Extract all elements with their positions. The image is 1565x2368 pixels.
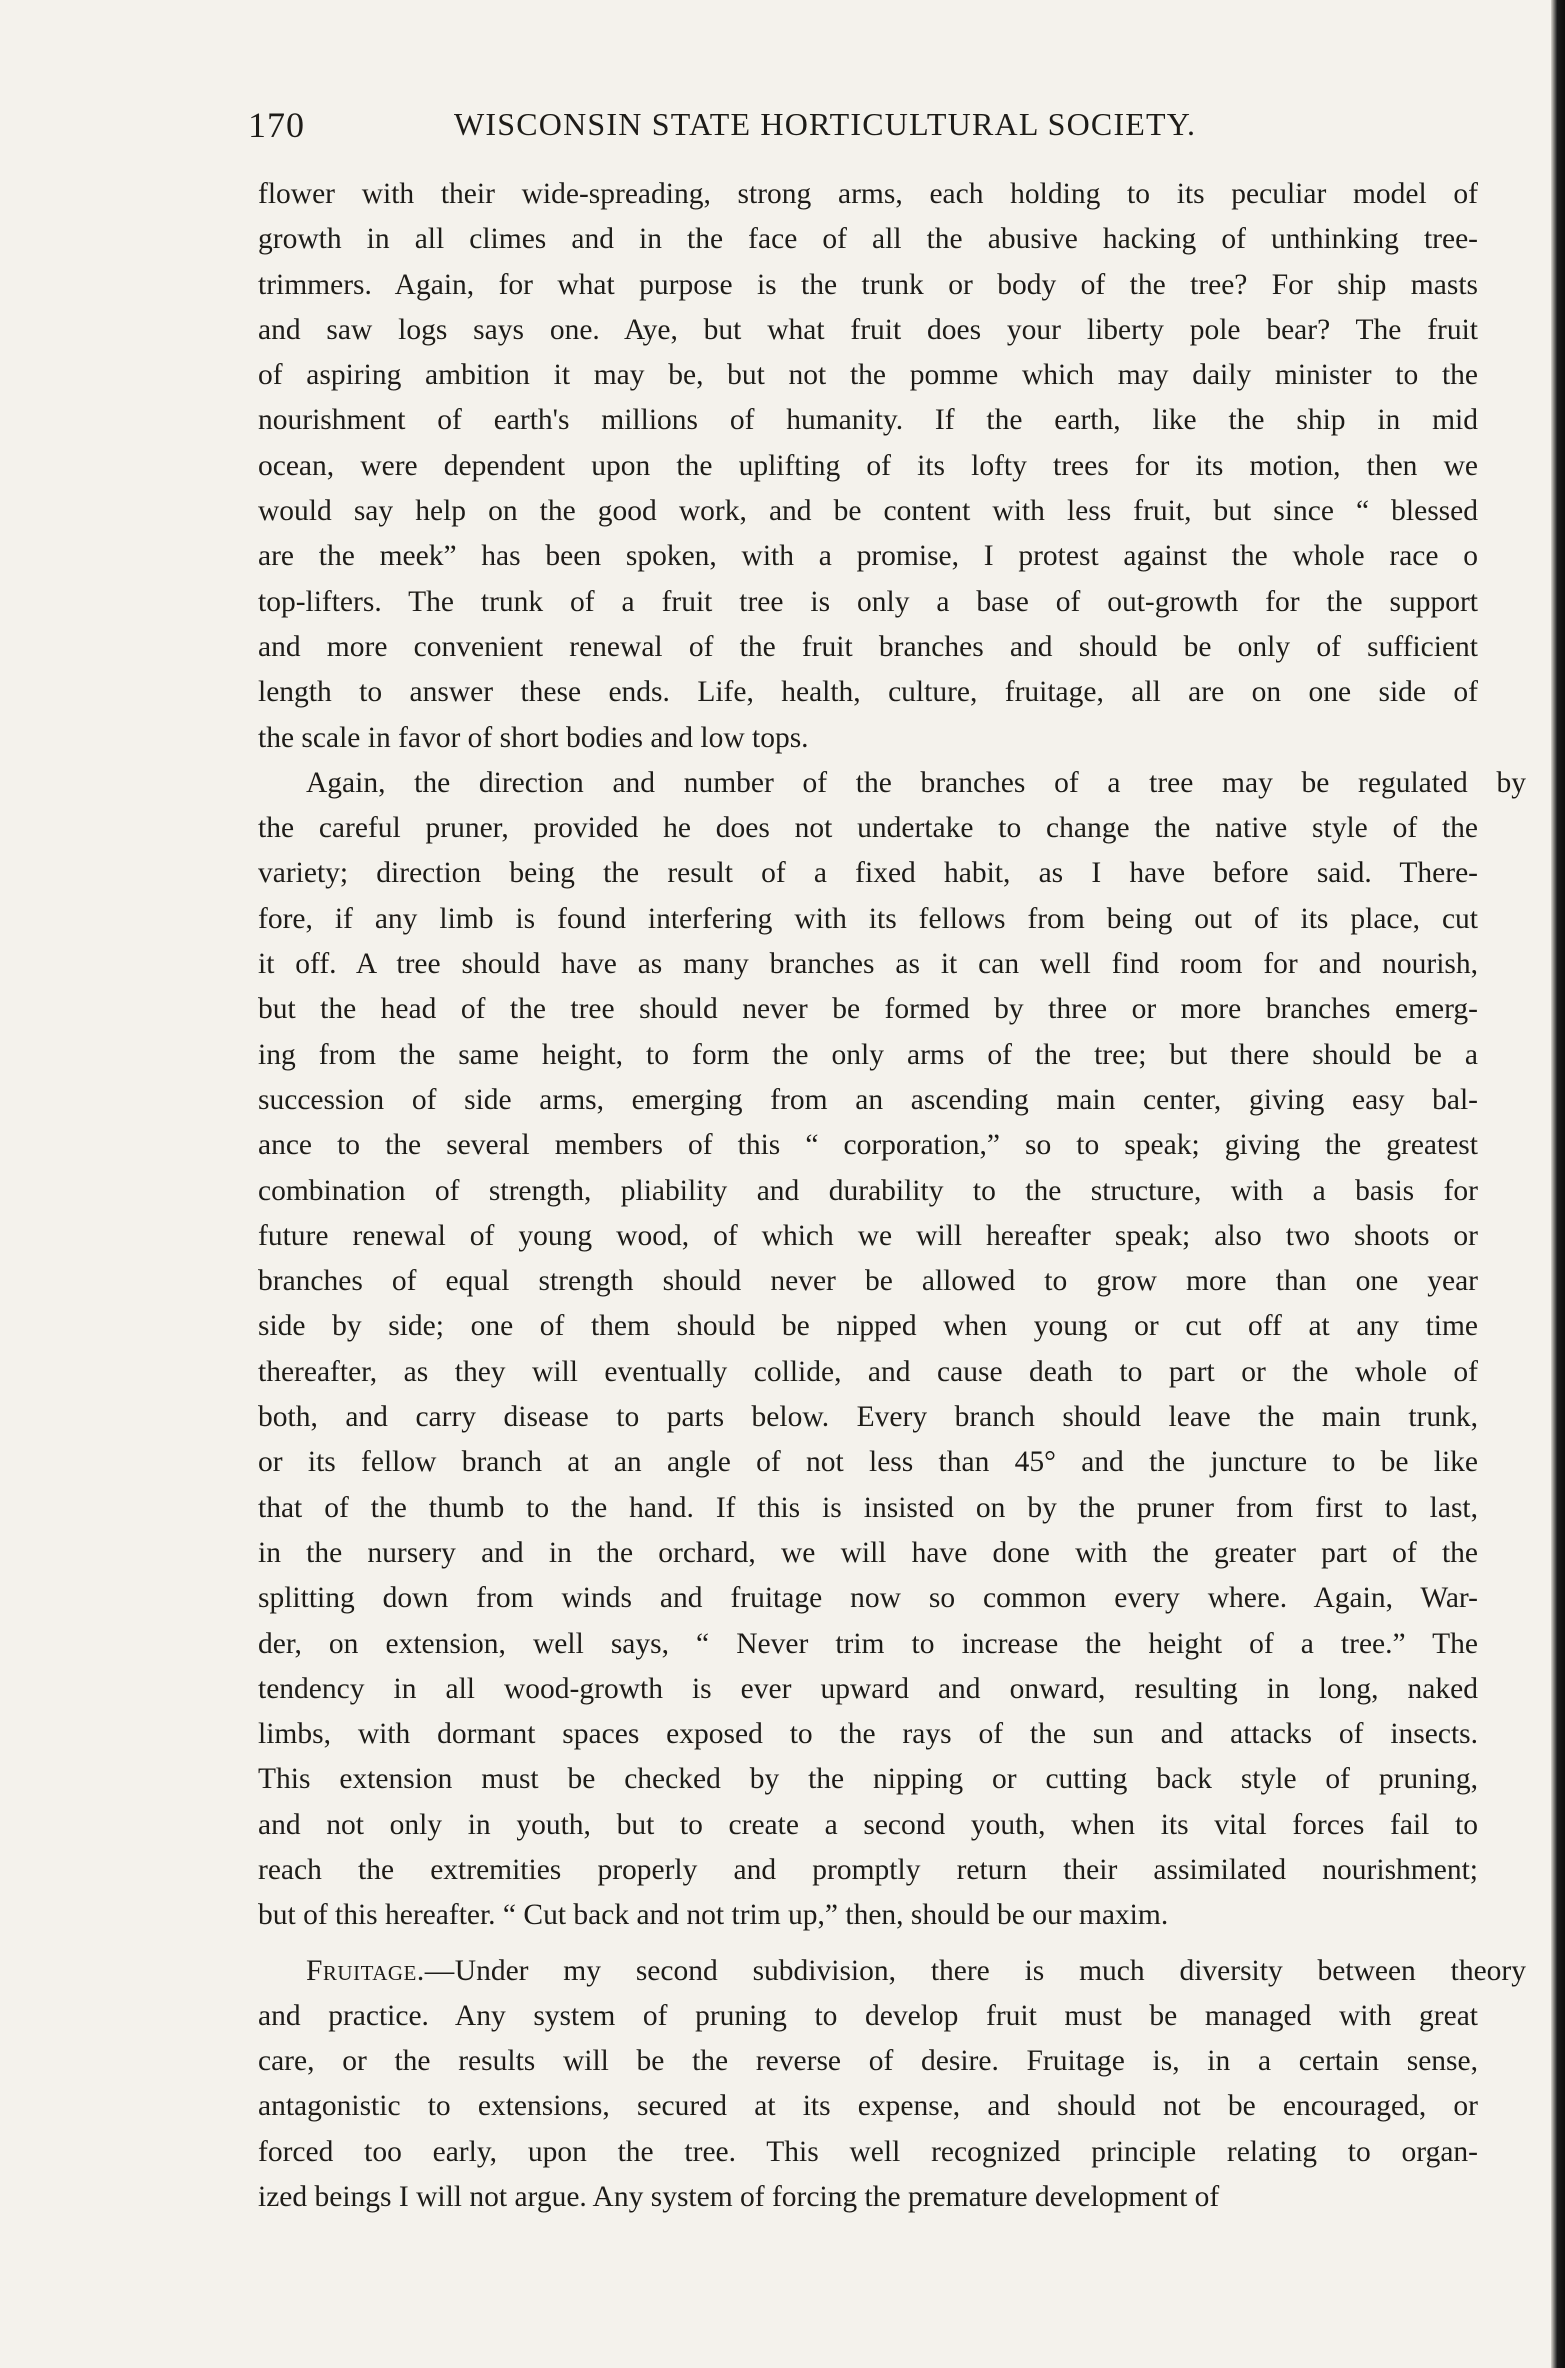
book-binding-edge — [1551, 0, 1565, 2368]
text-line: it off. A tree should have as many branches as it can well find room for and nourish, — [258, 948, 1478, 981]
text-line: limbs, with dormant spaces exposed to the rays of the sun and attacks of insects. — [258, 1718, 1478, 1751]
text-line: forced too early, upon the tree. This well recognized principle relating to organ- — [258, 2135, 1478, 2168]
text-line-rest: Under my second subdivision, there is much diversity between theory — [454, 1954, 1526, 1987]
text-line: growth in all climes and in the face of all the abusive hacking of unthinking tree- — [258, 223, 1478, 256]
text-line: but of this hereafter. “ Cut back and not trim up,” then, should be our maxim. — [258, 1899, 1169, 1932]
text-line: the careful pruner, provided he does not undertake to change the native style of the — [258, 812, 1478, 845]
text-line: length to answer these ends. Life, health, culture, fruitage, all are on one side of — [258, 676, 1478, 709]
section-heading: Fruitage.— — [306, 1954, 455, 1987]
text-line: and saw logs says one. Aye, but what fruit does your liberty pole bear? The fruit — [258, 313, 1478, 346]
page-number: 170 — [248, 105, 305, 145]
text-line: reach the extremities properly and promptly return their assimilated nourishment; — [258, 1853, 1478, 1886]
text-line: ocean, were dependent upon the uplifting of its lofty trees for its motion, then we — [258, 449, 1478, 482]
text-line: tendency in all wood-growth is ever upward and onward, resulting in long, naked — [258, 1672, 1478, 1705]
text-line: thereafter, as they will eventually collide, and cause death to part or the whole of — [258, 1355, 1478, 1388]
text-line: variety; direction being the result of a fixed habit, as I have before said. There- — [258, 857, 1478, 890]
text-line: ized beings I will not argue. Any system of forcing the premature development of — [258, 2181, 1220, 2214]
text-line: branches of equal strength should never be allowed to grow more than one year — [258, 1265, 1478, 1298]
text-line: would say help on the good work, and be content with less fruit, but since “ blessed — [258, 495, 1478, 528]
text-line: ance to the several members of this “ corporation,” so to speak; giving the greatest — [258, 1129, 1478, 1162]
text-line: both, and carry disease to parts below. Every branch should leave the main trunk, — [258, 1401, 1478, 1434]
text-line: This extension must be checked by the nipping or cutting back style of pruning, — [258, 1763, 1478, 1796]
text-line: that of the thumb to the hand. If this is insisted on by the pruner from first to last, — [258, 1491, 1478, 1524]
paragraph-gap — [258, 1939, 1478, 1949]
text-line: of aspiring ambition it may be, but not the pomme which may daily minister to the — [258, 359, 1478, 392]
text-line: and practice. Any system of pruning to develop fruit must be managed with great — [258, 1999, 1478, 2032]
running-head: WISCONSIN STATE HORTICULTURAL SOCIETY. — [454, 106, 1197, 142]
text-line: fore, if any limb is found interfering with its fellows from being out of its place, cut — [258, 902, 1478, 935]
text-line: top-lifters. The trunk of a fruit tree is only a base of out-growth for the support — [258, 585, 1478, 618]
text-line: splitting down from winds and fruitage now so common every where. Again, War- — [258, 1582, 1478, 1615]
text-line: but the head of the tree should never be formed by three or more branches emerg- — [258, 993, 1478, 1026]
text-line: antagonistic to extensions, secured at its expense, and should not be encouraged, or — [258, 2090, 1478, 2123]
text-line: combination of strength, pliability and durability to the structure, with a basis for — [258, 1174, 1478, 1207]
text-line: the scale in favor of short bodies and low tops. — [258, 721, 809, 754]
text-line-with-heading — [258, 1949, 1526, 1994]
text-line: are the meek” has been spoken, with a promise, I protest against the whole race o — [258, 540, 1478, 573]
text-line: or its fellow branch at an angle of not less than 45° and the juncture to be like — [258, 1446, 1478, 1479]
text-line: nourishment of earth's millions of humanity. If the earth, like the ship in mid — [258, 404, 1478, 437]
text-line: trimmers. Again, for what purpose is the trunk or body of the tree? For ship masts — [258, 268, 1478, 301]
text-line: care, or the results will be the reverse of desire. Fruitage is, in a certain sense, — [258, 2045, 1478, 2078]
text-line: succession of side arms, emerging from an ascending main center, giving easy bal- — [258, 1083, 1478, 1116]
text-line: ing from the same height, to form the only arms of the tree; but there should be a — [258, 1038, 1478, 1071]
page-header — [248, 104, 1278, 156]
text-line: and not only in youth, but to create a second youth, when its vital forces fail to — [258, 1808, 1478, 1841]
text-line: Again, the direction and number of the branches of a tree may be regulated by — [306, 766, 1526, 799]
text-line: flower with their wide-spreading, strong arms, each holding to its peculiar model of — [258, 178, 1478, 210]
body-text — [258, 172, 1526, 2220]
text-line: and more convenient renewal of the fruit branches and should be only of sufficient — [258, 630, 1478, 663]
text-line: der, on extension, well says, “ Never trim to increase the height of a tree.” The — [258, 1627, 1478, 1660]
text-line: side by side; one of them should be nipped when young or cut off at any time — [258, 1310, 1478, 1343]
text-line: future renewal of young wood, of which we will hereafter speak; also two shoots or — [258, 1219, 1478, 1252]
text-line: in the nursery and in the orchard, we will have done with the greater part of the — [258, 1536, 1478, 1569]
